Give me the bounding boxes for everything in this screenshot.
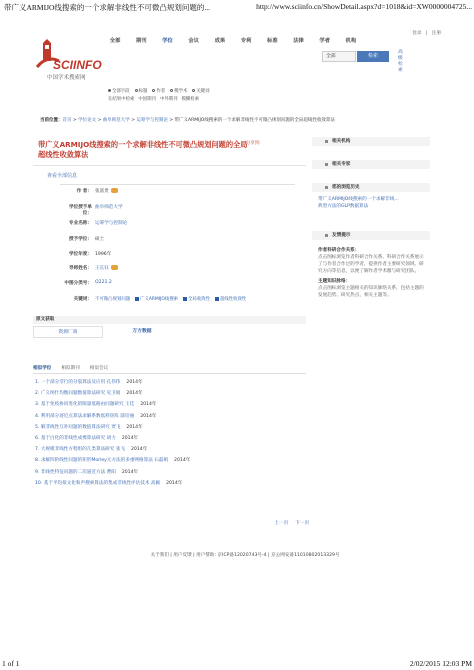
share-label[interactable]: 分享到: [246, 141, 261, 146]
info-value [95, 251, 111, 257]
info-value[interactable] [95, 265, 118, 271]
breadcrumb-item[interactable]: 曲阜师范大学 [102, 118, 130, 123]
sidebar-org-head: 相关机构 [312, 137, 430, 146]
radio-option[interactable] [138, 97, 156, 102]
radio-label: 中外期刊 [159, 97, 178, 102]
keyword-text: 不可微凸规划问题 [95, 297, 131, 302]
sidebar-history-body [312, 192, 430, 214]
breadcrumb-label: 当前位置： [40, 118, 63, 123]
radio-option[interactable] [108, 97, 134, 102]
search-extra-options [108, 96, 203, 102]
related-item-title: 4. 利用部分迹近点算法求解系数低秩矩阵 薛培丽 [35, 413, 135, 419]
nav-item[interactable]: 会议 [188, 38, 200, 44]
info-key: 中图分类号： [64, 281, 92, 286]
breadcrumb-sep: > [96, 118, 103, 123]
knowledge-map-icon[interactable] [183, 297, 187, 301]
related-item-year: 2014年 [166, 480, 183, 486]
related-item-title: 1. 一个部分非行的分裂算法及应用 孔伟伟 [35, 380, 121, 385]
nav-item[interactable]: 全部 [109, 38, 121, 44]
keyword-text: 全局收敛性 [187, 297, 210, 302]
search-field-options [108, 88, 215, 94]
info-value[interactable] [95, 204, 123, 210]
source-tabs [33, 326, 177, 338]
related-item-year: 2014年 [140, 413, 157, 419]
related-list [35, 379, 305, 491]
radio-dot-icon [192, 89, 195, 92]
info-value-text: 曲阜师范大学 [95, 205, 123, 210]
related-item[interactable] [35, 480, 305, 491]
sidebar-experts-head: 相关专家 [312, 160, 430, 169]
info-row [60, 251, 295, 262]
related-item-title: 8. 求解四阶线性问题的矩形Morley元方法的多重网格算法 石磊娟 [35, 458, 169, 464]
tips-title-topic: 主题知识脉络： [318, 279, 351, 284]
radio-dot-icon [170, 89, 173, 92]
knowledge-map-icon[interactable] [135, 297, 139, 301]
nav-item[interactable]: 机构 [345, 38, 357, 44]
advanced-search-link[interactable]: 高级检索 [398, 50, 403, 73]
radio-option[interactable] [170, 89, 187, 94]
login-link[interactable]: 登录 [412, 31, 422, 36]
knowledge-map-icon[interactable] [215, 297, 219, 301]
logo-window [45, 45, 49, 49]
sidebar-history [312, 183, 430, 214]
source-header: 原文获取 [33, 316, 306, 324]
prev-page-link[interactable]: 上一页 [274, 521, 289, 526]
related-tab[interactable]: 相似学位 [33, 366, 52, 371]
related-item-title: 7. 大规模非线性方程组的几类算法研究 张飞 [35, 447, 125, 453]
sidebar-tips-body [312, 240, 430, 303]
search-button[interactable]: 检索 [357, 51, 389, 62]
radio-option[interactable] [192, 89, 209, 94]
logo-brand: SCIINFO [53, 58, 102, 72]
radio-label: 关键词 [196, 89, 210, 94]
info-key: 授予学位： [69, 237, 92, 242]
nav-item[interactable]: 学位 [162, 38, 173, 44]
info-value [95, 236, 104, 242]
breadcrumb-sep: > [129, 118, 137, 123]
main-nav [102, 34, 364, 46]
print-header-title: 带广义ARMIJO线搜索的一个求解非线性不可微凸规划问题的... [4, 3, 211, 12]
print-footer-page: 1 of 1 [2, 659, 20, 668]
related-item-year: 2014年 [126, 424, 143, 430]
info-value-text: 王长钰 [95, 266, 109, 271]
related-item[interactable] [35, 435, 305, 446]
sidebar-experts [312, 160, 430, 169]
info-value[interactable] [95, 220, 127, 226]
related-item-title: 3. 基于免疫协同进化的限量低路由问题研究 王佳 [35, 402, 135, 408]
logo-subtitle: 中国学术搜索网 [47, 75, 86, 81]
divider [33, 165, 306, 166]
nav-item[interactable]: 成果 [214, 38, 226, 44]
related-item-year: 2014年 [126, 391, 143, 397]
tips-title-coauthor: 作者科研合作关系： [318, 248, 360, 253]
radio-option[interactable] [108, 89, 130, 94]
info-key: 作 者： [76, 189, 92, 194]
radio-label: 全部字段 [112, 89, 130, 94]
info-key: 关键词： [73, 297, 92, 302]
related-tab[interactable]: 相似期刊 [61, 366, 80, 371]
site-logo[interactable] [33, 37, 103, 87]
info-row [60, 280, 295, 291]
nav-item[interactable]: 法律 [293, 38, 304, 44]
radio-dot-icon [135, 89, 138, 92]
related-item-title: 2. 广义纳什均衡问题数值算法研究 史卫娟 [35, 391, 121, 397]
info-value-text: O221.2 [95, 280, 112, 285]
search-bar [322, 51, 389, 62]
related-tabs [33, 365, 306, 374]
breadcrumb-sep: > [167, 118, 175, 123]
info-key: 学位年度： [69, 252, 92, 257]
related-item[interactable] [35, 379, 305, 390]
sidebar-tips-head: 友情提示 [312, 231, 430, 240]
radio-label: 中国期刊 [138, 97, 156, 102]
radio-dot-icon [108, 89, 111, 92]
history-item[interactable]: 典型方法的GLP数据算法 [318, 204, 369, 209]
related-tab[interactable]: 相似会议 [89, 366, 109, 371]
breadcrumb [40, 117, 335, 123]
page-title: 带广义ARMIJO线搜索的一个求解非线性不可微凸规划问题的全局超线性收敛算法 [38, 140, 248, 159]
breadcrumb-item[interactable]: 首页 [62, 118, 72, 123]
related-item[interactable] [35, 401, 305, 412]
print-header [0, 0, 474, 14]
info-row [60, 265, 295, 276]
article-info [60, 184, 295, 312]
top-links-sep: | [425, 31, 428, 36]
search-scope-select[interactable]: 全部 [322, 51, 356, 62]
radio-label: 模糊检索 [181, 97, 200, 102]
sidebar-history-head: 您的浏览历史 [312, 183, 430, 192]
keyword-link[interactable] [183, 296, 210, 302]
info-row [60, 236, 295, 247]
radio-option[interactable] [152, 89, 165, 94]
related-item-year: 2014年 [174, 458, 191, 464]
info-value-text: 硕士 [95, 237, 105, 242]
keyword-text: 广义ARMIJO线搜索 [140, 297, 178, 302]
nav-item[interactable]: 学者 [319, 38, 331, 44]
keyword-link[interactable] [95, 296, 130, 302]
breadcrumb-item[interactable]: 学位论文 [78, 118, 97, 123]
radio-label: 标题 [138, 89, 148, 94]
print-header-url: http://www.sciinfo.cn/ShowDetail.aspx?d=1018&id=XW0000004725... [256, 2, 472, 11]
register-link[interactable]: 注册 [431, 31, 441, 36]
logo-graphic [33, 37, 103, 87]
source-vendor-tab[interactable]: 资源厂商 [33, 326, 103, 338]
keyword-link[interactable] [215, 296, 246, 302]
info-value [95, 188, 118, 194]
related-item-year: 2014年 [131, 447, 148, 453]
related-item-title: 9. 非线性特征问题的二次逼近方法 曹阳 [35, 469, 116, 475]
history-item[interactable]: 带广义ARMIJO线搜索的一个求解非线... [318, 197, 399, 202]
scholar-network-icon[interactable] [111, 265, 118, 270]
related-item-year: 2014年 [126, 380, 143, 385]
next-page-link[interactable]: 下一页 [294, 521, 310, 526]
source-wanfang-tab[interactable]: 万方数据 [132, 329, 152, 334]
related-item-title: 5. 解非线性互补问题的数值算法研究 贾飞 [35, 424, 121, 430]
info-row [60, 188, 295, 199]
site-footer: 关于我们 | 用户反馈 | 用户帮助: 京ICP备12020743号-4 | 京公网安备11010802013329号 [150, 553, 340, 558]
nav-item[interactable]: 标准 [267, 38, 278, 44]
breadcrumb-sep: > [71, 118, 79, 123]
radio-label: 作者 [156, 89, 166, 94]
related-item[interactable] [35, 457, 305, 468]
breadcrumb-current: 带广义ARMIJO线搜索的一个求解非线性不可微凸规划问题的全局超线性收敛算法 [174, 118, 335, 123]
info-row [60, 204, 295, 215]
tips-body-topic: 点击图标浏览主题相关的知识脉络关系，包括主题的发展趋势、研究热点、相关主题等。 [318, 286, 424, 298]
info-value-text: 1996年 [95, 252, 112, 257]
related-item[interactable] [35, 390, 305, 401]
info-key: 学位授予单位： [69, 205, 92, 216]
related-item[interactable] [35, 469, 305, 480]
scholar-network-icon[interactable] [111, 188, 118, 193]
view-all-info-link[interactable]: 查看全部信息 [47, 173, 78, 179]
radio-dot-icon [152, 89, 155, 92]
keyword-link[interactable] [135, 296, 178, 302]
print-footer-date: 2/02/2015 12:03 PM [409, 659, 472, 668]
radio-label: 在结果中检索 [108, 97, 135, 102]
keyword-text: 超线性收敛性 [219, 297, 247, 302]
sidebar-tips [312, 231, 430, 303]
related-item-year: 2014年 [121, 469, 139, 475]
info-value-text: 张富贵 [95, 189, 109, 194]
info-key: 专业名称： [69, 221, 92, 226]
keyword-list [95, 296, 251, 302]
breadcrumb-item[interactable]: 运筹学与控制论 [136, 118, 168, 123]
radio-option[interactable] [135, 89, 148, 94]
related-item-title: 10. 基于平均拟文化和声搜索算法的集成非线性评估技术 高颖 [35, 480, 161, 486]
print-footer [0, 659, 474, 670]
nav-item[interactable]: 专利 [240, 38, 252, 44]
info-value[interactable] [95, 280, 112, 285]
related-item-year: 2014年 [121, 435, 139, 441]
radio-option[interactable] [160, 97, 178, 102]
radio-option[interactable] [182, 97, 200, 102]
keywords-row [60, 296, 295, 307]
info-key: 导师姓名： [69, 266, 92, 271]
related-item-title: 6. 基于白化的非线性成像算法研究 胡力 [35, 435, 116, 441]
related-item-year: 2014年 [140, 402, 157, 408]
nav-item[interactable]: 期刊 [136, 38, 147, 44]
tips-body-coauthor: 点击图标浏览作者科研合作关系。科研合作关系展示了与作者合作过的学者，提供作者主要研究领域、研究方向等信息，以便了解作者学术圈与研究团队。 [318, 255, 424, 274]
radio-label: 搜学术 [174, 89, 188, 94]
related-item[interactable] [35, 424, 305, 435]
info-row [60, 220, 295, 231]
info-value-text: 运筹学与控制论 [95, 221, 128, 226]
pager [274, 519, 314, 526]
top-links [409, 30, 441, 36]
related-item[interactable] [35, 413, 305, 424]
related-item[interactable] [35, 446, 305, 457]
sidebar-org [312, 137, 430, 146]
